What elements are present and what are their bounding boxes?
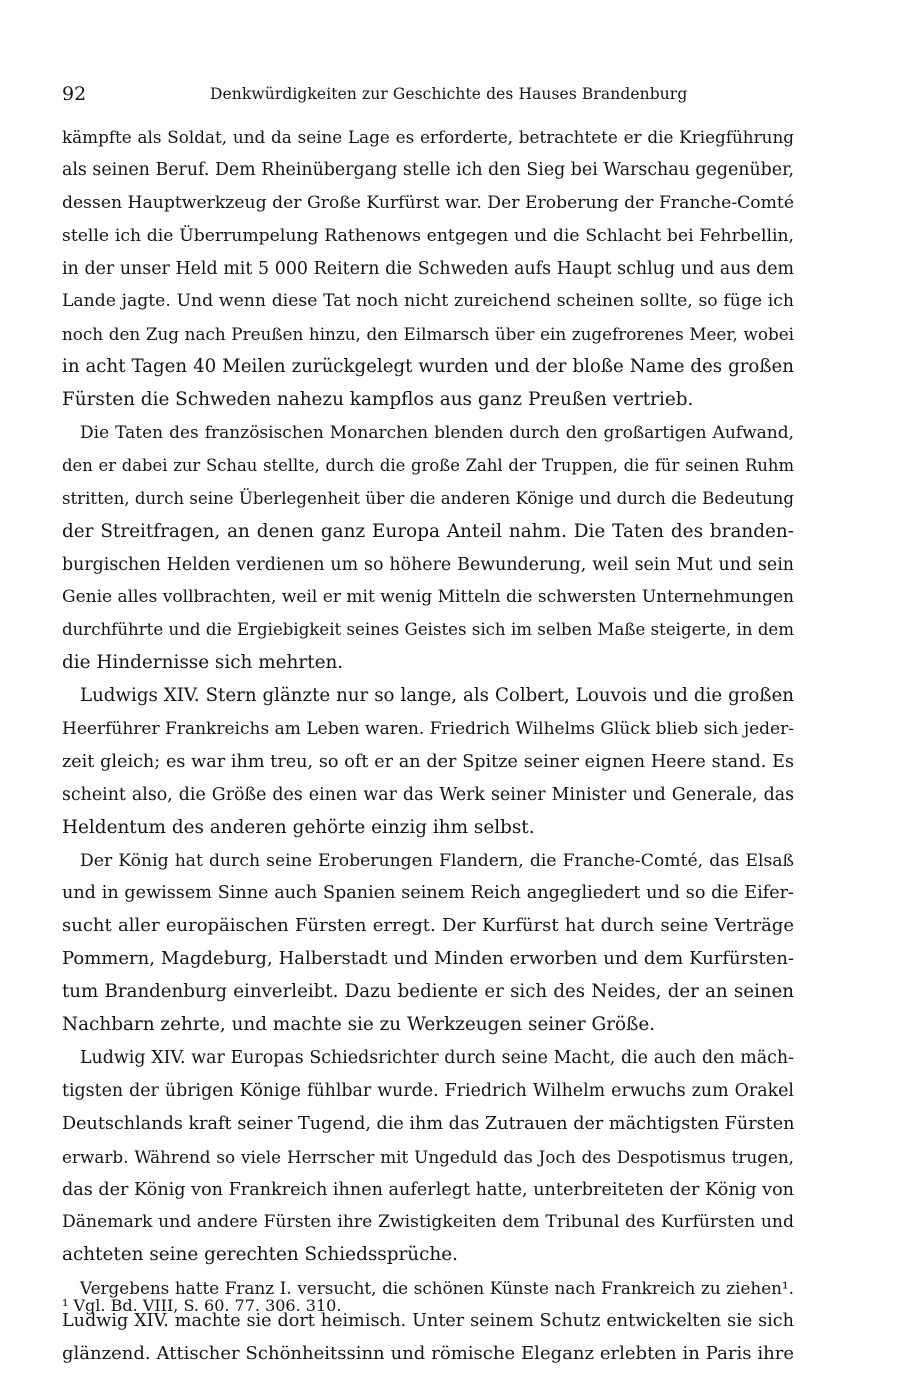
page-number: 92 <box>62 83 87 105</box>
text-line: sucht aller europäischen Fürsten erregt. Der Kurfürst hat durch seine Verträge <box>62 915 794 937</box>
text-line: tigsten der übrigen Könige fühlbar wurde. Friedrich Wilhelm erwuchs zum Orakel <box>62 1080 794 1101</box>
text-line: in acht Tagen 40 Meilen zurückgelegt wurden und der bloße Name des großen <box>62 356 794 378</box>
text-line: Die Taten des französischen Monarchen blenden durch den großartigen Aufwand, <box>80 423 794 444</box>
text-line: kämpfte als Soldat, und da seine Lage es erforderte, betrachtete er die Kriegführung <box>62 127 794 147</box>
text-line: Dänemark und andere Fürsten ihre Zwistigkeiten dem Tribunal des Kurfürsten und <box>62 1212 794 1233</box>
text-line: burgischen Helden verdienen um so höhere Bewunderung, weil sein Mut und sein <box>62 554 794 575</box>
text-line: tum Brandenburg einverleibt. Dazu bediente er sich des Neides, der an seinen <box>62 981 794 1003</box>
text-line: zeit gleich; es war ihm treu, so oft er an der Spitze seiner eignen Heere stand. Es <box>62 751 794 772</box>
text-line: Deutschlands kraft seiner Tugend, die ihm das Zutrauen der mächtigsten Fürsten <box>62 1113 795 1134</box>
text-line: der Streitfragen, an denen ganz Europa Anteil nahm. Die Taten des branden- <box>62 520 794 542</box>
text-line: erwarb. Während so viele Herrscher mit Ungeduld das Joch des Despotismus trugen, <box>62 1146 794 1167</box>
text-line: Vergebens hatte Franz I. versucht, die schönen Künste nach Frankreich zu ziehen¹. <box>80 1278 794 1299</box>
text-line: den er dabei zur Schau stellte, durch die große Zahl der Truppen, die für seinen Ruhm <box>62 455 794 475</box>
text-line: durchführte und die Ergiebigkeit seines Geistes sich im selben Maße steigerte, in dem <box>62 620 794 640</box>
text-line: Heldentum des anderen gehörte einzig ihm selbst. <box>62 816 535 838</box>
text-line: Ludwig XIV. war Europas Schiedsrichter durch seine Macht, die auch den mäch- <box>80 1047 794 1068</box>
paragraph <box>62 845 794 1042</box>
text-line: Nachbarn zehrte, und machte sie zu Werkzeugen seiner Größe. <box>62 1014 656 1036</box>
text-line: Der König hat durch seine Eroberungen Flandern, die Franche-Comté, das Elsaß <box>80 850 794 871</box>
text-line: Fürsten die Schweden nahezu kampflos aus ganz Preußen vertrieb. <box>62 389 694 411</box>
paragraph <box>62 121 794 417</box>
text-line: Lande jagte. Und wenn diese Tat noch nicht zureichend scheinen sollte, so füge ich <box>62 291 794 312</box>
paragraph <box>62 680 794 844</box>
text-line: Heerführer Frankreichs am Leben waren. Friedrich Wilhelms Glück blieb sich jeder- <box>62 719 794 740</box>
text-line: Genie alles vollbrachten, weil er mit wenig Mitteln die schwersten Unternehmungen <box>62 587 794 608</box>
text-line: Ludwig XIV. machte sie dort heimisch. Unter seinem Schutz entwickelten sie sich <box>62 1311 794 1332</box>
text-line: das der König von Frankreich ihnen auferlegt hatte, unterbreiteten der König von <box>62 1179 794 1200</box>
text-line: stelle ich die Überrumpelung Rathenows entgegen und die Schlacht bei Fehrbellin, <box>62 225 794 246</box>
footnote: ¹ Vgl. Bd. VIII, S. 60. 77. 306. 310. <box>62 1296 342 1315</box>
text-line: Ludwigs XIV. Stern glänzte nur so lange, als Colbert, Louvois und die großen <box>80 685 794 707</box>
paragraph <box>62 1272 794 1371</box>
running-head: Denkwürdigkeiten zur Geschichte des Hauses Brandenburg <box>210 85 688 103</box>
text-line: stritten, durch seine Überlegenheit über die anderen Könige und durch die Bedeutung <box>62 488 794 508</box>
page-header <box>62 82 800 106</box>
text-line: Pommern, Magdeburg, Halberstadt und Minden erworben und dem Kurfürsten- <box>62 948 794 970</box>
text-line: die Hindernisse sich mehrten. <box>62 652 344 674</box>
text-line: und in gewissem Sinne auch Spanien seinem Reich angegliedert und so die Eifer- <box>62 883 794 904</box>
text-line: scheint also, die Größe des einen war das Werk seiner Minister und Generale, das <box>62 784 794 805</box>
text-line: glänzend. Attischer Schönheitssinn und römische Eleganz erlebten in Paris ihre <box>62 1342 794 1364</box>
text-line: in der unser Held mit 5 000 Reitern die Schweden aufs Haupt schlug und aus dem <box>62 258 794 279</box>
paragraph <box>62 1042 794 1272</box>
text-line: als seinen Beruf. Dem Rheinübergang stelle ich den Sieg bei Warschau gegenüber, <box>62 159 794 180</box>
body-text <box>62 121 794 1371</box>
text-line: dessen Hauptwerkzeug der Große Kurfürst war. Der Eroberung der Franche-Comté <box>62 192 794 213</box>
text-line: achteten seine gerechten Schiedssprüche. <box>62 1244 459 1266</box>
text-line: noch den Zug nach Preußen hinzu, den Eilmarsch über ein zugefrorenes Meer, wobei <box>62 324 794 345</box>
paragraph <box>62 417 794 680</box>
